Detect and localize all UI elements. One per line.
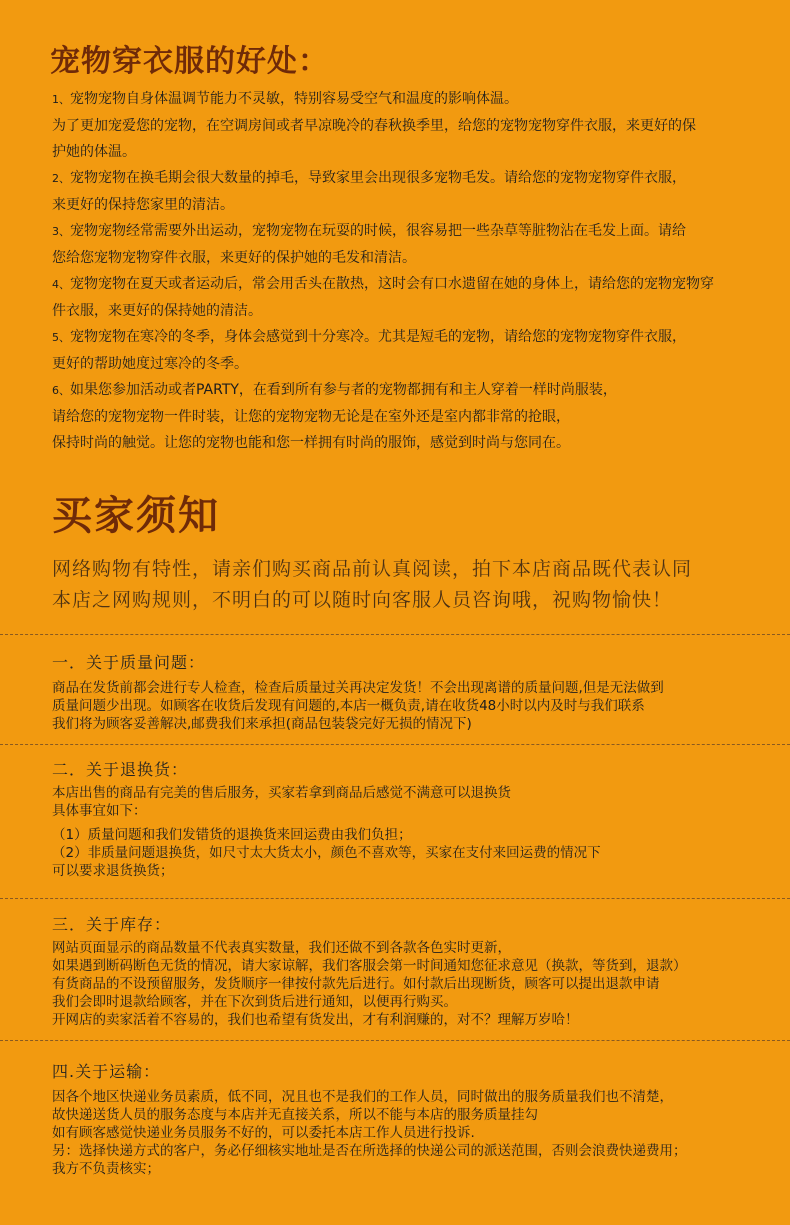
benefit-item: 1、宠物宠物自身体温调节能力不灵敏，特别容易受空气和温度的影响体温。 为了更加宠爱您的宠物，在空调房间或者早凉晚冷的春秋换季里，给您的宠物宠物穿件衣服，来更好的保 护她的体温。 <box>52 91 696 160</box>
returns-section-title: 二．关于退换货： <box>52 760 189 779</box>
notice-title: 买家须知 <box>52 493 220 539</box>
quality-section-title: 一．关于质量问题： <box>52 653 206 672</box>
divider <box>0 744 790 745</box>
benefits-list <box>52 86 772 456</box>
item-number: 1、 <box>52 93 70 106</box>
benefit-item: 3、宠物宠物经常需要外出运动，宠物宠物在玩耍的时候，很容易把一些杂草等脏物沾在毛发上面。请给 您给您宠物宠物穿件衣服，来更好的保护她的毛发和清洁。 <box>52 223 686 266</box>
divider <box>0 634 790 635</box>
benefit-item: 4、宠物宠物在夏天或者运动后，常会用舌头在散热，这时会有口水遗留在她的身体上，请给您的宠物宠物穿 件衣服，来更好的保持她的清洁。 <box>52 276 714 319</box>
shipping-section-body: 因各个地区快递业务员素质，低不同，况且也不是我们的工作人员，同时做出的服务质量我们也不清楚， 故快递送货人员的服务态度与本店并无直接关系，所以不能与本店的服务质量挂勾 如有顾客感觉快递业务员服务不好的，可以委托本店工作人员进行投诉. 另：选择快递方式的客户，务必仔细核实地址是否在所选择的快递公司的派送范围，否则会浪费快递费用； 我方不负责核实； <box>52 1089 687 1177</box>
stock-section-body: 网站页面显示的商品数量不代表真实数量，我们还做不到各款各色实时更新， 如果遇到断码断色无货的情况，请大家谅解，我们客服会第一时间通知您征求意见（换款，等货到，退款） 有货商品的不设预留服务，发货顺序一律按付款先后进行。如付款后出现断货，顾客可以提出退款申请 我们会即时退款给顾客，并在下次到货后进行通知，以便再行购买。 开网店的卖家活着不容易的，我们也希望有货发出，才有利润赚的，对不？理解万岁哈！ <box>52 940 687 1028</box>
benefit-item: 5、宠物宠物在寒冷的冬季，身体会感觉到十分寒冷。尤其是短毛的宠物，请给您的宠物宠物穿件衣服， 更好的帮助她度过寒冷的冬季。 <box>52 329 686 372</box>
divider <box>0 1040 790 1041</box>
quality-section-body: 商品在发货前都会进行专人检查，检查后质量过关再决定发货！不会出现离谱的质量问题,但是无法做到 质量问题少出现。如顾客在收货后发现有问题的,本店一概负责,请在收货48小时以内及时与我们联系 我们将为顾客妥善解决,邮费我们来承担(商品包装袋完好无损的情况下) <box>52 680 664 732</box>
notice-intro: 网络购物有特性，请亲们购买商品前认真阅读，拍下本店商品既代表认同 本店之网购规则，不明白的可以随时向客服人员咨询哦，祝购物愉快！ <box>52 558 693 611</box>
stock-section-title: 三．关于库存： <box>52 915 172 934</box>
item-number: 4、 <box>52 278 70 291</box>
divider <box>0 898 790 899</box>
item-number: 2、 <box>52 172 70 185</box>
shipping-section-title: 四.关于运输： <box>52 1062 161 1081</box>
benefits-title: 宠物穿衣服的好处： <box>50 44 329 79</box>
returns-section-body: 本店出售的商品有完美的售后服务，买家若拿到商品后感觉不满意可以退换货 具体事宜如下： （1）质量问题和我们发错货的退换货来回运费由我们负担； （2）非质量问题退换货，如尺寸太大货太小，颜色不喜欢等，买家在支付来回运费的情况下 可以要求退货换货； <box>52 785 601 879</box>
benefit-item: 2、宠物宠物在换毛期会很大数量的掉毛，导致家里会出现很多宠物毛发。请给您的宠物宠物穿件衣服， 来更好的保持您家里的清洁。 <box>52 170 686 213</box>
item-number: 5、 <box>52 331 70 344</box>
item-number: 6、 <box>52 384 70 397</box>
benefit-item: 6、如果您参加活动或者PARTY，在看到所有参与者的宠物都拥有和主人穿着一样时尚服装， 请给您的宠物宠物一件时装，让您的宠物宠物无论是在室外还是室内都非常的抢眼， 保持时尚的触觉。让您的宠物也能和您一样拥有时尚的服饰，感觉到时尚与您同在。 <box>52 382 617 451</box>
item-number: 3、 <box>52 225 70 238</box>
